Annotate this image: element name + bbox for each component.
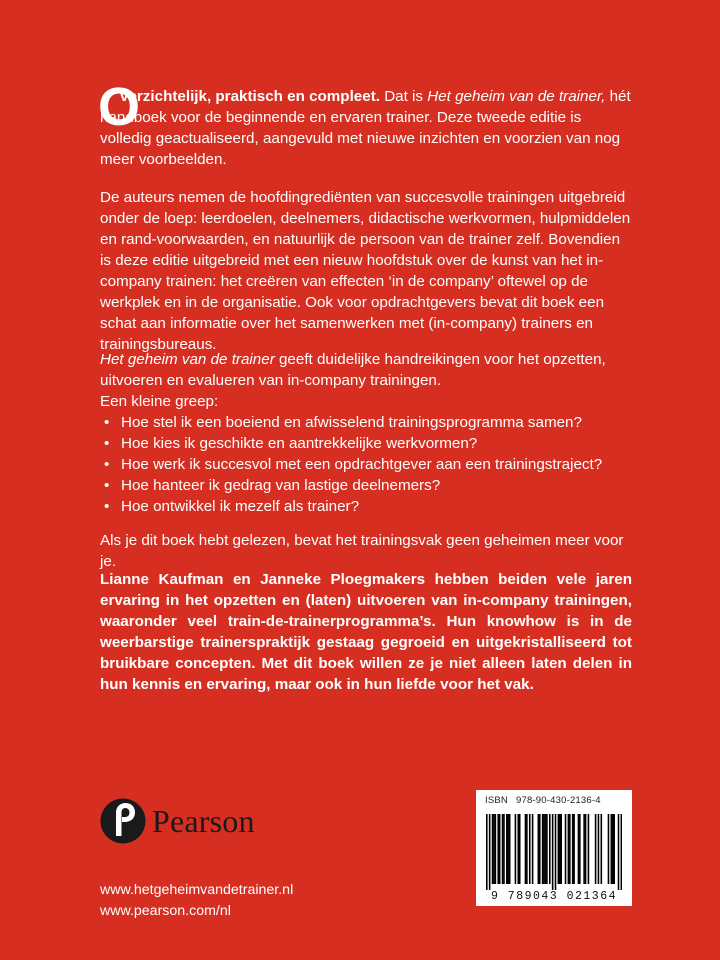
isbn-number: 978-90-430-2136-4 bbox=[515, 795, 601, 806]
url-list bbox=[100, 880, 293, 922]
barcode-bar bbox=[549, 814, 551, 884]
intro-lead: verzichtelijk, praktisch en compleet. bbox=[120, 88, 380, 105]
barcode-bar bbox=[573, 814, 575, 884]
barcode-bar bbox=[503, 814, 505, 884]
barcode-bar bbox=[565, 814, 567, 884]
barcode-bar bbox=[495, 814, 497, 884]
barcode-bar bbox=[579, 814, 581, 884]
isbn-barcode bbox=[476, 790, 632, 906]
barcode-bar bbox=[542, 814, 544, 884]
author-bio bbox=[100, 569, 632, 695]
barcode-bar bbox=[525, 814, 527, 884]
barcode-bar bbox=[558, 814, 560, 884]
barcode-bar bbox=[585, 814, 587, 884]
features-paragraph bbox=[100, 349, 632, 517]
paragraph-4: Als je dit boek hebt gelezen, bevat het trainingsvak geen geheimen meer voor je. bbox=[100, 532, 624, 570]
barcode-bar bbox=[545, 814, 547, 884]
barcode-bar bbox=[611, 814, 613, 884]
intro-text-1: Dat is bbox=[379, 88, 428, 105]
barcode-bar bbox=[595, 814, 597, 884]
barcode-bar bbox=[532, 814, 534, 884]
barcode-number: 9 789043 021364 bbox=[490, 890, 618, 903]
barcode-bar bbox=[601, 814, 603, 884]
list-item: • Hoe werk ik succesvol met een opdrachtgever aan een trainingstraject? bbox=[104, 454, 632, 475]
barcode-bar bbox=[526, 814, 528, 884]
isbn-label: ISBN bbox=[485, 795, 508, 806]
list-intro: Een kleine greep: bbox=[100, 393, 219, 410]
intro-paragraph bbox=[98, 77, 632, 170]
authors-paragraph bbox=[100, 187, 632, 355]
barcode-bar bbox=[560, 814, 562, 884]
barcode-bar bbox=[559, 814, 561, 884]
barcode-bar bbox=[608, 814, 610, 884]
barcode-bar bbox=[552, 814, 554, 890]
barcode-bar bbox=[529, 814, 531, 884]
pearson-p-logo-icon bbox=[100, 793, 146, 849]
barcode-bar bbox=[555, 814, 557, 890]
barcode-bar bbox=[515, 814, 517, 884]
list-item: • Hoe stel ik een boeiend en afwisselend trainingsprogramma samen? bbox=[104, 412, 632, 433]
barcode-bar bbox=[546, 814, 548, 884]
bio-text: Lianne Kaufman en Janneke Ploegmakers hebben beiden vele jaren ervaring in het opzetten en (laten) uitvoeren van in-company trainingen, waaronder veel train-de-trainerprogramma’s. Hun knowhow is in de weerbarstige trainerspraktijk gestaag gegroeid en uitgekristalliseerd tot bruikbare concepten. Met dit boek willen ze je niet alleen laten delen in hun kennis en ervaring, maar ook in hun liefde voor het vak. bbox=[100, 571, 632, 693]
barcode-bar bbox=[486, 814, 488, 890]
question-list bbox=[100, 412, 632, 517]
barcode-bar bbox=[493, 814, 495, 884]
drop-cap: O bbox=[98, 77, 141, 137]
paragraph-3-text: geeft duidelijke handreikingen voor het opzetten, uitvoeren en evalueren van in-company trainingen. bbox=[100, 351, 606, 389]
publisher-logo bbox=[100, 793, 255, 849]
barcode-bar bbox=[568, 814, 570, 884]
barcode-bar bbox=[507, 814, 509, 884]
barcode-bar bbox=[519, 814, 521, 884]
book-title-italic-2: Het geheim van de trainer bbox=[100, 351, 275, 368]
barcode-bar bbox=[499, 814, 501, 884]
isbn-line bbox=[485, 795, 601, 806]
paragraph-2: De auteurs nemen de hoofdingrediënten van succesvolle trainingen uitgebreid onder de loep: leerdoelen, deelnemers, didactische werkvormen, hulpmiddelen en rand-voorwaarden, en natuurlijk de persoon van de trainer zelf. Bovendien is deze editie uitgebreid met een nieuw hoofdstuk over de kunst van het in-company trainen: het creëren van effecten ‘in de company’ oftewel op de werkplek en in de organisatie. Ook voor opdrachtgevers bevat dit boek een schat aan informatie over het samenwerken met (in-company) trainers en trainingsbureaus. bbox=[100, 189, 631, 353]
closing-paragraph bbox=[100, 530, 632, 572]
publisher-name: Pearson bbox=[152, 802, 255, 839]
barcode-bar bbox=[539, 814, 541, 884]
book-title-italic: Het geheim van de trainer, bbox=[427, 88, 606, 105]
barcode-bar bbox=[509, 814, 511, 884]
barcode-bars bbox=[486, 814, 622, 890]
barcode-bar bbox=[502, 814, 504, 884]
barcode-bar bbox=[588, 814, 590, 884]
barcode-bar bbox=[621, 814, 622, 890]
intro-text-2: hét handboek voor de beginnende en ervaren trainer. Deze tweede editie is volledig geactualiseerd, aangevuld met nieuwe inzichten en voorzien van nog meer voorbeelden. bbox=[100, 88, 631, 168]
barcode-bar bbox=[492, 814, 494, 884]
barcode-bar bbox=[612, 814, 614, 884]
barcode-bar bbox=[497, 814, 499, 884]
barcode-bar bbox=[543, 814, 545, 884]
barcode-bar bbox=[489, 814, 491, 890]
website-link[interactable]: www.hetgeheimvandetrainer.nl bbox=[100, 882, 294, 898]
barcode-bar bbox=[578, 814, 580, 884]
barcode-bar bbox=[618, 814, 620, 890]
barcode-bar bbox=[613, 814, 615, 884]
barcode-bar bbox=[598, 814, 600, 884]
barcode-bar bbox=[569, 814, 571, 884]
barcode-bar bbox=[583, 814, 585, 884]
list-item: • Hoe hanteer ik gedrag van lastige deelnemers? bbox=[104, 475, 632, 496]
barcode-bar bbox=[506, 814, 508, 884]
barcode-bar bbox=[517, 814, 519, 884]
list-item: • Hoe ontwikkel ik mezelf als trainer? bbox=[104, 496, 632, 517]
list-item: • Hoe kies ik geschikte en aantrekkelijke werkvormen? bbox=[104, 433, 632, 454]
barcode-bar bbox=[538, 814, 540, 884]
publisher-link[interactable]: www.pearson.com/nl bbox=[100, 903, 231, 919]
barcode-bar bbox=[572, 814, 574, 884]
